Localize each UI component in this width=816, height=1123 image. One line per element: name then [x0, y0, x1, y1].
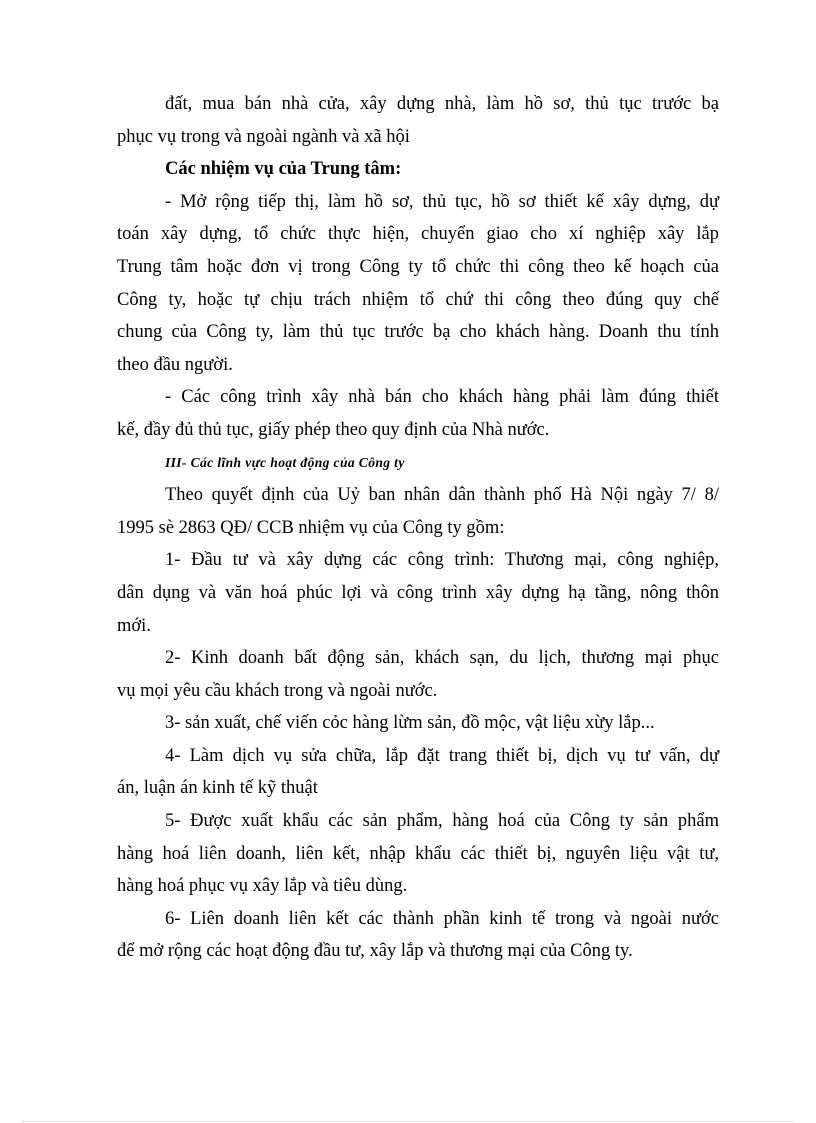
paragraph-line: Trung tâm hoặc đơn vị trong Công ty tổ chức thi công theo kế hoạch của — [117, 256, 719, 277]
paragraph-line: - Các công trình xây nhà bán cho khách hàng phải làm đúng thiết — [165, 387, 719, 408]
paragraph-line: 3- sản xuất, chế viến cỏc hàng lừm sản, đồ mộc, vật liệu xừy lắp... — [165, 713, 655, 734]
paragraph-line: 1- Đầu tư và xây dựng các công trình: Thương mại, công nghiệp, — [165, 550, 719, 571]
paragraph-line: Công ty, hoặc tự chịu trách nhiệm tổ chứ thi công theo đúng quy chế — [117, 289, 719, 310]
paragraph-line: theo đầu người. — [117, 354, 233, 375]
section-heading: Các nhiệm vụ của Trung tâm: — [165, 159, 402, 180]
paragraph-line: 2- Kinh doanh bất động sản, khách sạn, du lịch, thương mại phục — [165, 648, 719, 669]
paragraph-line: dân dụng và văn hoá phúc lợi và công trình xây dựng hạ tầng, nông thôn — [117, 582, 719, 603]
paragraph-line: 6- Liên doanh liên kết các thành phần kinh tế trong và ngoài nước — [165, 908, 719, 929]
paragraph-line: phục vụ trong và ngoài ngành và xã hội — [117, 126, 410, 147]
document-page — [117, 88, 719, 968]
paragraph-line: chung của Công ty, làm thủ tục trước bạ cho khách hàng. Doanh thu tính — [117, 322, 719, 343]
paragraph-line: vụ mọi yêu cầu khách trong và ngoài nước. — [117, 680, 438, 701]
paragraph-line: hàng hoá phục vụ xây lắp và tiêu dùng. — [117, 876, 408, 897]
paragraph-line: mới. — [117, 615, 151, 636]
paragraph-line: hàng hoá liên doanh, liên kết, nhập khẩu các thiết bị, nguyên liệu vật tư, — [117, 843, 719, 864]
paragraph-line: kế, đầy đủ thủ tục, giấy phép theo quy định của Nhà nước. — [117, 419, 550, 440]
page-bottom-divider — [22, 1121, 794, 1122]
paragraph-line: án, luận án kinh tế kỹ thuật — [117, 778, 318, 799]
paragraph-line: 4- Làm dịch vụ sửa chữa, lắp đặt trang thiết bị, dịch vụ tư vấn, dự — [165, 745, 719, 766]
section-heading: III- Các lĩnh vực hoạt động của Công ty — [165, 454, 405, 470]
paragraph-line: Theo quyết định của Uỷ ban nhân dân thành phố Hà Nội ngày 7/ 8/ — [165, 485, 719, 506]
paragraph-line: toán xây dựng, tổ chức thực hiện, chuyển giao cho xí nghiệp xây lắp — [117, 224, 719, 245]
paragraph-line: 5- Được xuất khẩu các sản phẩm, hàng hoá của Công ty sản phẩm — [165, 811, 719, 832]
paragraph-line: để mở rộng các hoạt động đầu tư, xây lắp và thương mại của Công ty. — [117, 941, 633, 962]
paragraph-line: 1995 sè 2863 QĐ/ CCB nhiệm vụ của Công ty gồm: — [117, 517, 505, 538]
paragraph-line: - Mở rộng tiếp thị, làm hồ sơ, thủ tục, hồ sơ thiết kế xây dựng, dự — [165, 191, 719, 212]
paragraph-line: đất, mua bán nhà cửa, xây dựng nhà, làm hồ sơ, thủ tục trước bạ — [165, 94, 719, 114]
